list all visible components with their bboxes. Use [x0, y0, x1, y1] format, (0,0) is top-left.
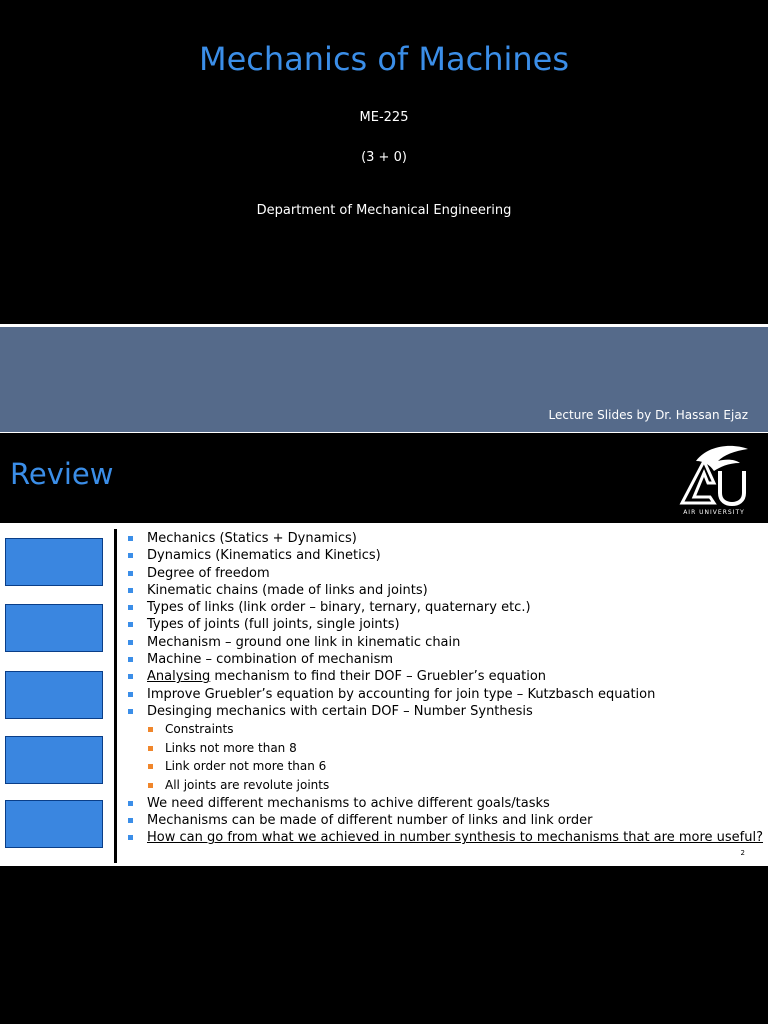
list-item: Desinging mechanics with certain DOF – Number Synthesis [126, 703, 763, 720]
air-university-logo [674, 441, 754, 517]
department-name: Department of Mechanical Engineering [256, 203, 512, 218]
course-code: ME-225 [359, 110, 409, 125]
list-item [126, 829, 763, 846]
list-item: Dynamics (Kinematics and Kinetics) [126, 547, 763, 564]
side-box [5, 800, 103, 848]
side-box [5, 736, 103, 784]
slide-content [0, 523, 768, 866]
eagle-logo-icon [674, 441, 754, 507]
side-box [5, 671, 103, 719]
list-item: Mechanisms can be made of different number of links and link order [126, 812, 763, 829]
review-bullet-list [126, 530, 763, 847]
title-slide [0, 0, 768, 432]
list-item [126, 668, 763, 685]
lecture-credit: Lecture Slides by Dr. Hassan Ejaz [548, 408, 748, 422]
sub-list-item: All joints are revolute joints [126, 776, 763, 795]
list-item: Mechanics (Statics + Dynamics) [126, 530, 763, 547]
slide-header [0, 432, 768, 523]
slide-title: Review [10, 457, 114, 491]
list-item: Types of links (link order – binary, ternary, quaternary etc.) [126, 599, 763, 616]
list-item: Types of joints (full joints, single joints) [126, 616, 763, 633]
underlined-text: How can go from what we achieved in number synthesis to mechanisms that are more useful? [147, 830, 763, 846]
list-item: Kinematic chains (made of links and joints) [126, 582, 763, 599]
side-box [5, 538, 103, 586]
list-item: Mechanism – ground one link in kinematic chain [126, 634, 763, 651]
sub-list-item: Constraints [126, 720, 763, 739]
list-item: Machine – combination of mechanism [126, 651, 763, 668]
underlined-text: Analysing [147, 669, 211, 685]
list-item: We need different mechanisms to achive different goals/tasks [126, 795, 763, 812]
footer-band [0, 327, 768, 432]
page-number: 2 [740, 849, 745, 857]
list-item-text: mechanism to find their DOF – Gruebler’s equation [210, 669, 547, 685]
course-title: Mechanics of Machines [198, 40, 570, 78]
sub-list-item: Links not more than 8 [126, 739, 763, 758]
vertical-divider [114, 529, 117, 863]
list-item: Improve Gruebler’s equation by accounting for join type – Kutzbasch equation [126, 686, 763, 703]
logo-text: AIR UNIVERSITY [683, 509, 745, 516]
sub-list-item: Link order not more than 6 [126, 757, 763, 776]
review-slide [0, 432, 768, 866]
course-credits: (3 + 0) [361, 150, 407, 165]
side-box [5, 604, 103, 652]
list-item: Degree of freedom [126, 565, 763, 582]
